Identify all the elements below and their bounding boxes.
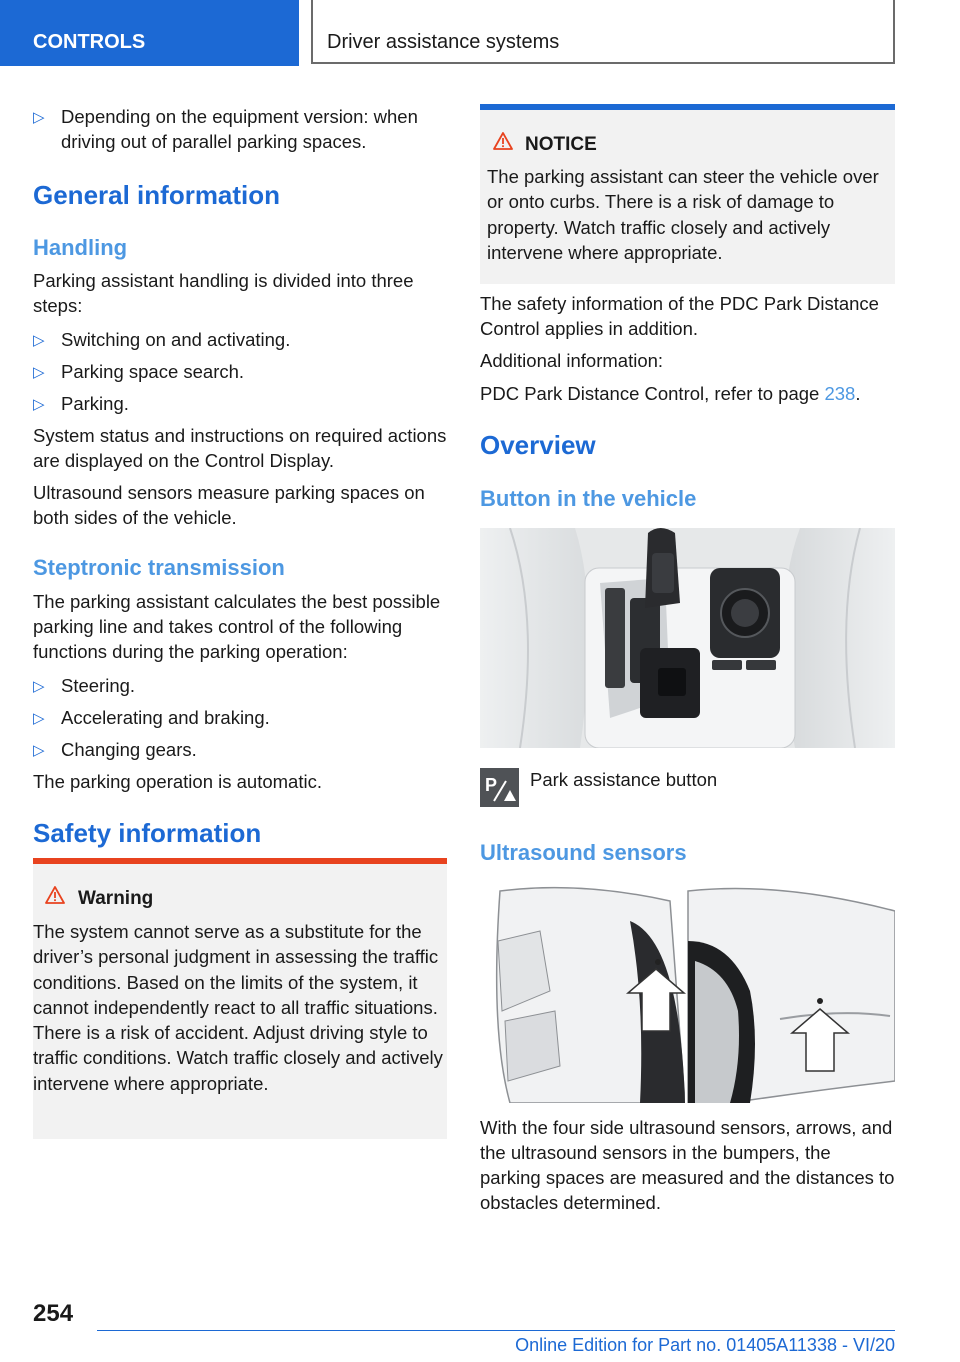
edition-text: Online Edition for Part no. 01405A11338 - VI/20 — [515, 1335, 895, 1355]
subsection-heading: Ultrasound sensors — [480, 840, 687, 865]
chapter-title — [311, 0, 895, 64]
notice-text: The parking assistant can steer the vehicle over or onto curbs. There is a risk of damage to property. Watch traffic closely and actively intervene where appropriate. — [487, 166, 879, 263]
subsection-heading: Button in the vehicle — [480, 486, 697, 511]
notice-bar — [480, 104, 895, 110]
paragraph: System status and instructions on required actions are displayed on the Control Display. — [33, 425, 447, 471]
page-reference-link[interactable]: 238 — [824, 383, 856, 404]
subsection-heading: Handling — [33, 235, 128, 260]
notice-box — [480, 104, 895, 284]
triangle-bullet-icon: ▷ — [33, 109, 45, 126]
triangle-bullet-icon: ▷ — [33, 332, 45, 349]
list-item: ▷ Switching on and activating. — [33, 327, 290, 352]
subsection-heading: Steptronic transmission — [33, 555, 285, 580]
section-tab — [0, 0, 299, 66]
warning-box — [33, 858, 447, 1139]
warning-text: The system cannot serve as a substitute for the driver’s personal judgment in assessing the traffic conditions. Based on the limits of the system, it cannot independently react to all traffic situations. There is a risk of accident. Adjust driving style to traffic conditions. Watch traffic closely and actively intervene where appropriate. — [33, 921, 443, 1094]
paragraph: Ultrasound sensors measure parking spaces on both sides of the vehicle. — [33, 482, 425, 528]
list-item: ▷ Accelerating and braking. — [33, 705, 270, 730]
triangle-bullet-icon: ▷ — [33, 742, 45, 759]
footer-rule — [97, 1330, 895, 1331]
list-item: ▷ Parking. — [33, 391, 129, 416]
paragraph: The parking assistant calculates the best possible parking line and takes control of the following functions during the parking operation: — [33, 591, 441, 662]
paragraph: With the four side ultrasound sensors, arrows, and the ultrasound sensors in the bumpers, the parking spaces are measured and the distances to obstacles determined. — [480, 1117, 895, 1213]
triangle-bullet-icon: ▷ — [33, 396, 45, 413]
paragraph: Parking assistant handling is divided into three steps: — [33, 270, 414, 316]
warning-title: Warning — [78, 888, 154, 909]
page-number: 254 — [33, 1300, 74, 1327]
section-heading: Safety information — [33, 818, 262, 848]
section-heading: General information — [33, 180, 281, 210]
paragraph: The parking operation is automatic. — [33, 771, 322, 792]
paragraph: PDC Park Distance Control, refer to page 238. — [480, 383, 861, 404]
triangle-bullet-icon: ▷ — [33, 678, 45, 695]
triangle-bullet-icon: ▷ — [33, 710, 45, 727]
center-console-image — [480, 528, 895, 748]
paragraph: The safety information of the PDC Park Distance Control applies in addition. — [480, 293, 879, 339]
chapter-title-text: Driver assistance systems — [327, 31, 560, 53]
section-label: CONTROLS — [33, 31, 146, 53]
ultrasound-sensors-image — [480, 881, 895, 1103]
park-assist-icon — [480, 768, 519, 807]
svg-text:P: P — [485, 775, 498, 795]
list-item: ▷ Depending on the equipment version: when driving out of parallel parking spaces. — [33, 106, 418, 152]
triangle-bullet-icon: ▷ — [33, 364, 45, 381]
notice-triangle-icon — [493, 132, 513, 150]
figure-caption: Park assistance button — [530, 769, 718, 790]
list-item: ▷ Changing gears. — [33, 737, 197, 762]
warning-triangle-icon — [45, 886, 65, 904]
warning-bar — [33, 858, 447, 864]
list-item: ▷ Parking space search. — [33, 359, 244, 384]
list-item: ▷ Steering. — [33, 673, 135, 698]
notice-title: NOTICE — [525, 134, 597, 155]
paragraph: Additional information: — [480, 350, 664, 371]
section-heading: Overview — [480, 430, 596, 460]
